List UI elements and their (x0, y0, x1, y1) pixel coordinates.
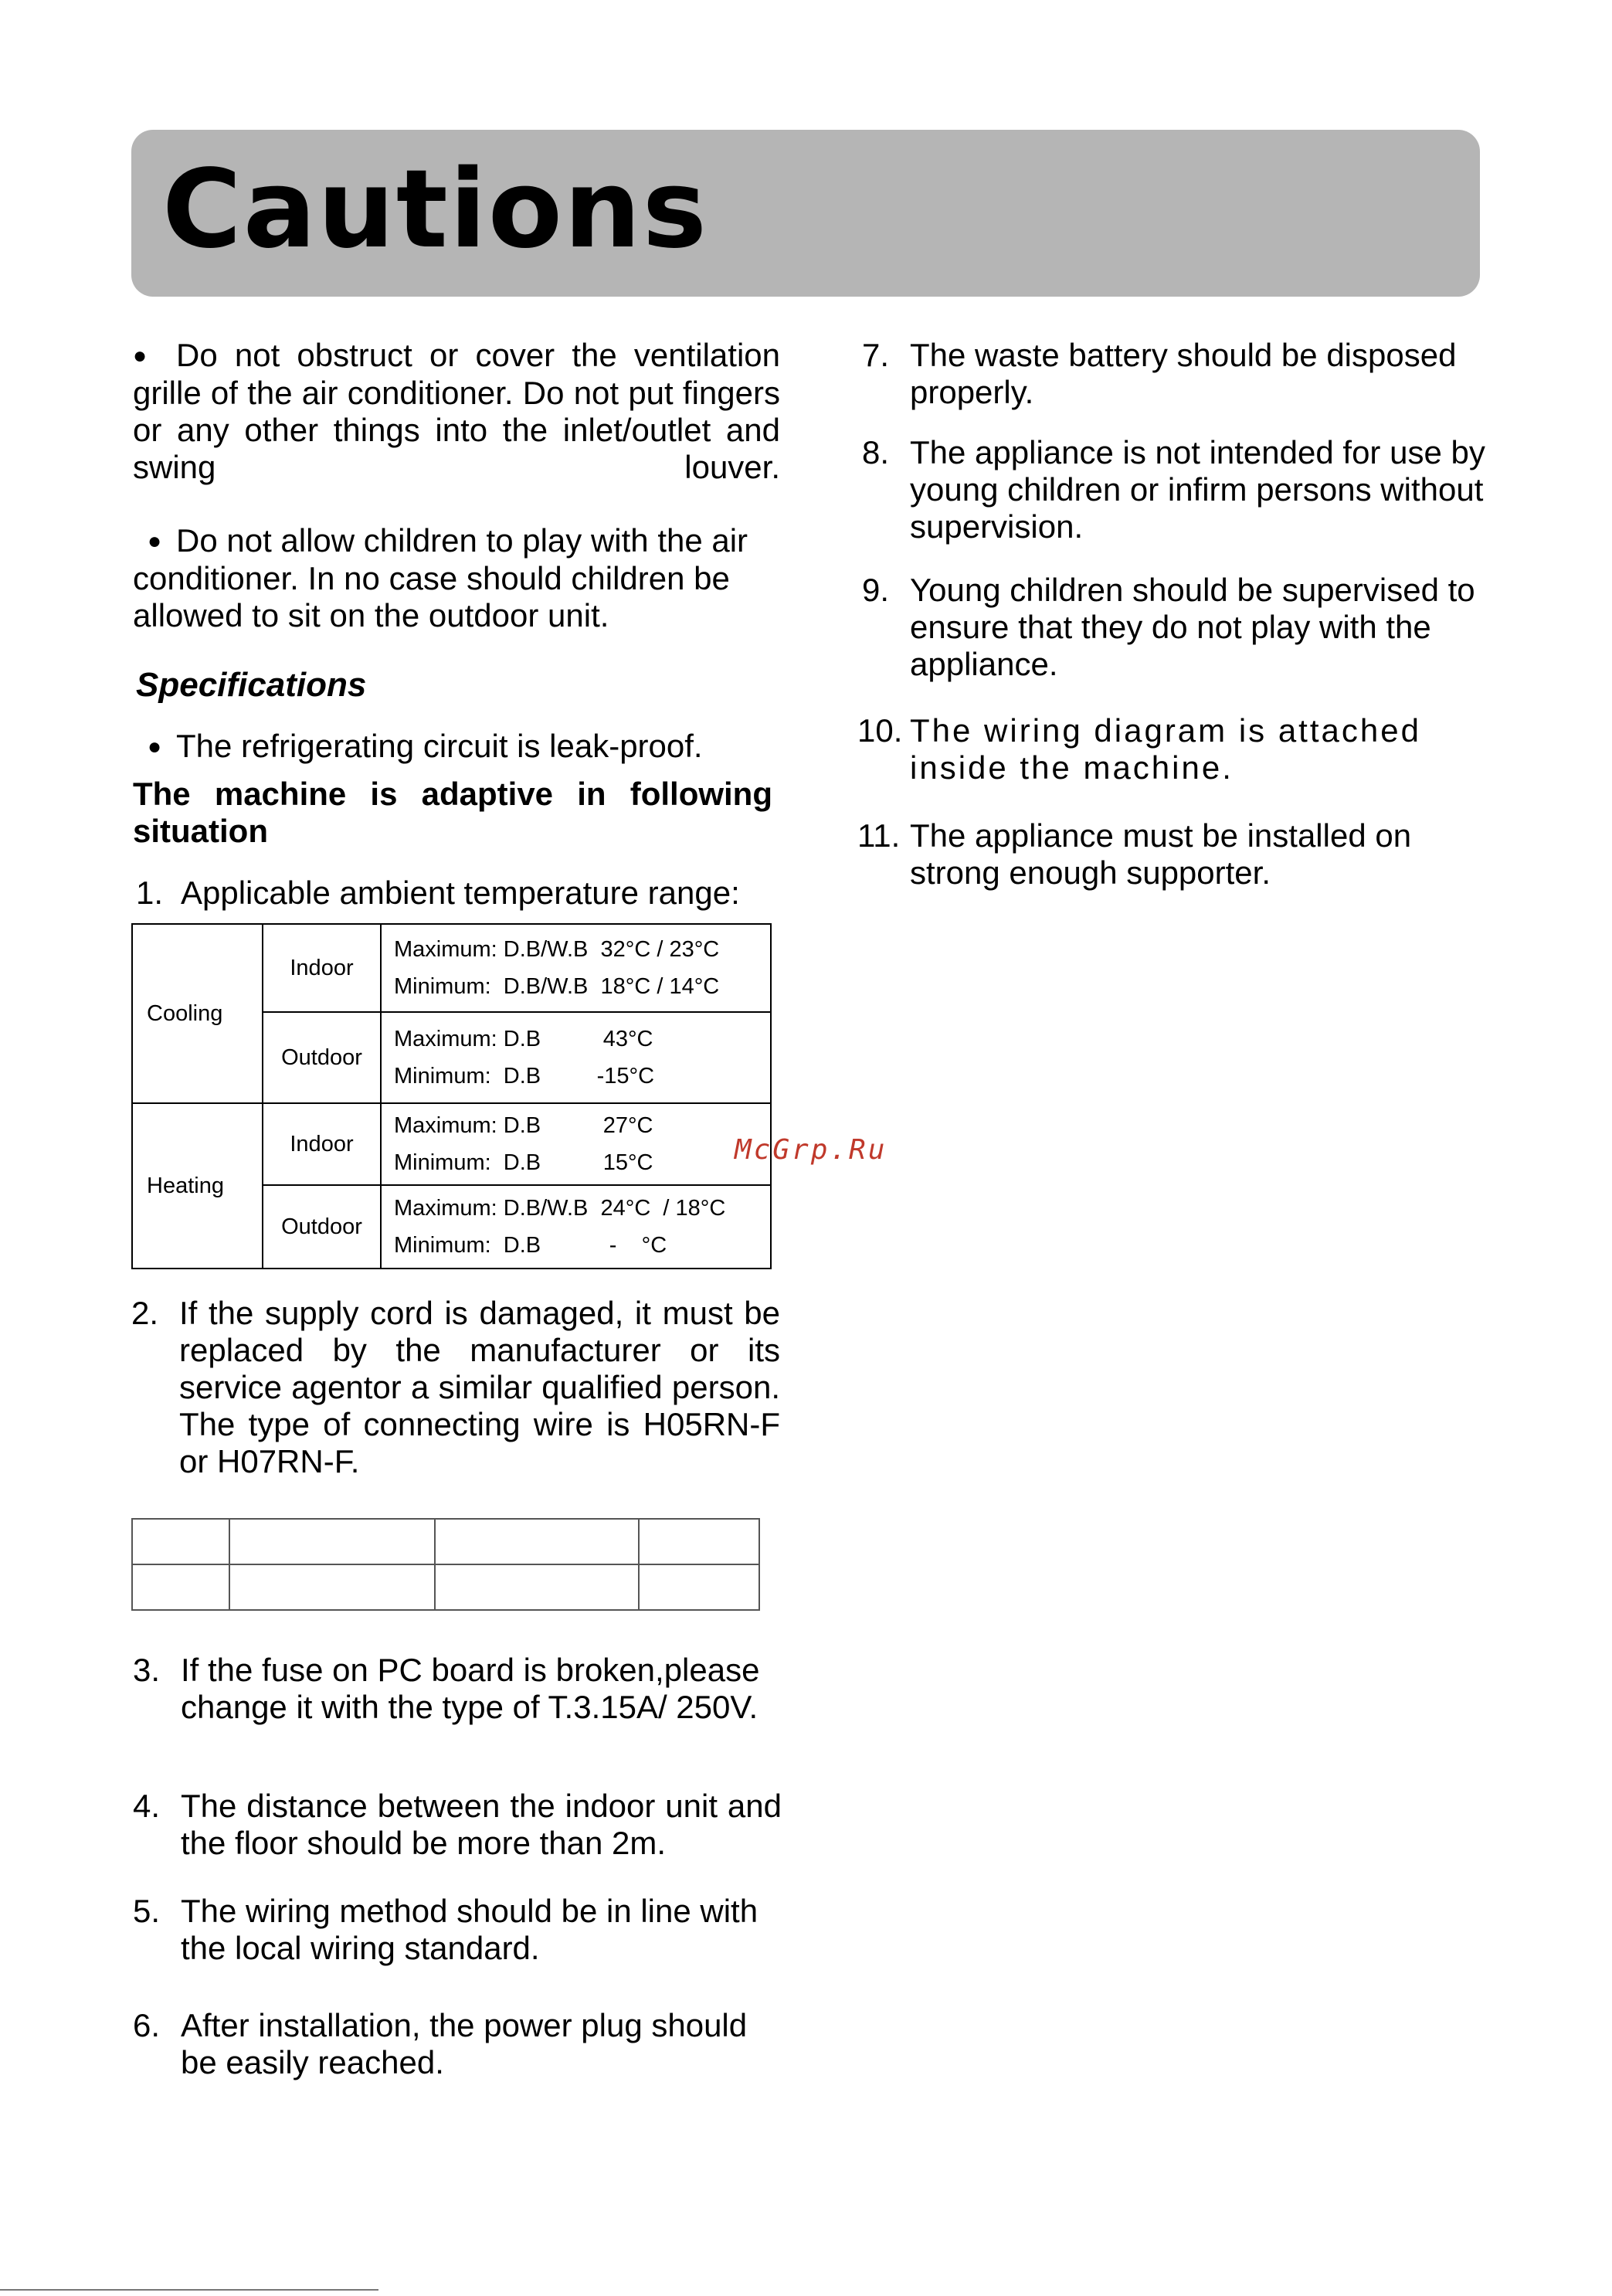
heating-indoor-values: Maximum: D.B 27°C Minimum: D.B 15°C (381, 1103, 771, 1185)
specifications-heading: Specifications (136, 666, 367, 704)
numbered-item-2: 2. If the supply cord is damaged, it must be replaced by the manufacturer or its service agentor a similar qualified person. The type of connecting wire is H05RN-F or H07RN-F. (131, 1295, 780, 1479)
bullet-dot-icon: ● (133, 343, 148, 369)
numbered-item-8: 8. The appliance is not intended for use by young children or infirm persons without supervision. (862, 434, 1485, 545)
outdoor-label: Outdoor (263, 1012, 381, 1103)
numbered-item-4: 4. The distance between the indoor unit and the floor should be more than 2m. (133, 1788, 782, 1861)
numbered-item-9: 9. Young children should be supervised to ensure that they do not play with the appliance. (862, 572, 1475, 682)
numbered-item-11: 11. The appliance must be installed on strong enough supporter. (857, 817, 1412, 891)
numbered-item-6: 6. After installation, the power plug should be easily reached. (133, 2007, 748, 2080)
numbered-item-7: 7. The waste battery should be disposed properly. (862, 337, 1457, 410)
indoor-label: Indoor (263, 1103, 381, 1185)
temperature-range-table (131, 923, 772, 1269)
numbered-item-3: 3. If the fuse on PC board is broken,please change it with the type of T.3.15A/ 250V. (133, 1652, 760, 1725)
numbered-item-1: 1. Applicable ambient temperature range: (136, 875, 740, 911)
table-row (132, 1519, 759, 1564)
blank-table (131, 1518, 760, 1611)
cooling-label: Cooling (132, 924, 263, 1103)
cautions-banner (131, 130, 1480, 297)
table-row (132, 1564, 759, 1610)
numbered-item-10: 10. The wiring diagram is attached inside the machine. (857, 712, 1421, 786)
footer-divider (0, 2289, 378, 2291)
page-title: Cautions (162, 147, 708, 273)
heating-outdoor-values: Maximum: D.B/W.B 24°C / 18°C Minimum: D.B - °C (381, 1185, 771, 1269)
numbered-item-5: 5. The wiring method should be in line with the local wiring standard. (133, 1893, 758, 1966)
cooling-indoor-values: Maximum: D.B/W.B 32°C / 23°C Minimum: D.B/W.B 18°C / 14°C (381, 924, 771, 1012)
bullet-dot-icon: ● (147, 528, 162, 554)
watermark: McGrp.Ru (735, 1134, 887, 1166)
outdoor-label: Outdoor (263, 1185, 381, 1269)
spec-bullet-leak-proof: ● The refrigerating circuit is leak-proof. (133, 728, 780, 766)
adaptive-statement: The machine is adaptive in following situation (133, 776, 772, 849)
table-row (132, 1103, 771, 1185)
caution-bullet-ventilation: ● Do not obstruct or cover the ventilation grille of the air conditioner. Do not put fingers or any other things into the inlet/outlet and swing louver. (133, 337, 780, 485)
heating-label: Heating (132, 1103, 263, 1269)
indoor-label: Indoor (263, 924, 381, 1012)
caution-bullet-children: ● Do not allow children to play with the air conditioner. In no case should children be allowed to sit on the outdoor unit. (133, 522, 748, 633)
bullet-dot-icon: ● (147, 734, 162, 759)
table-row (132, 924, 771, 1012)
cooling-outdoor-values: Maximum: D.B 43°C Minimum: D.B -15°C (381, 1012, 771, 1103)
